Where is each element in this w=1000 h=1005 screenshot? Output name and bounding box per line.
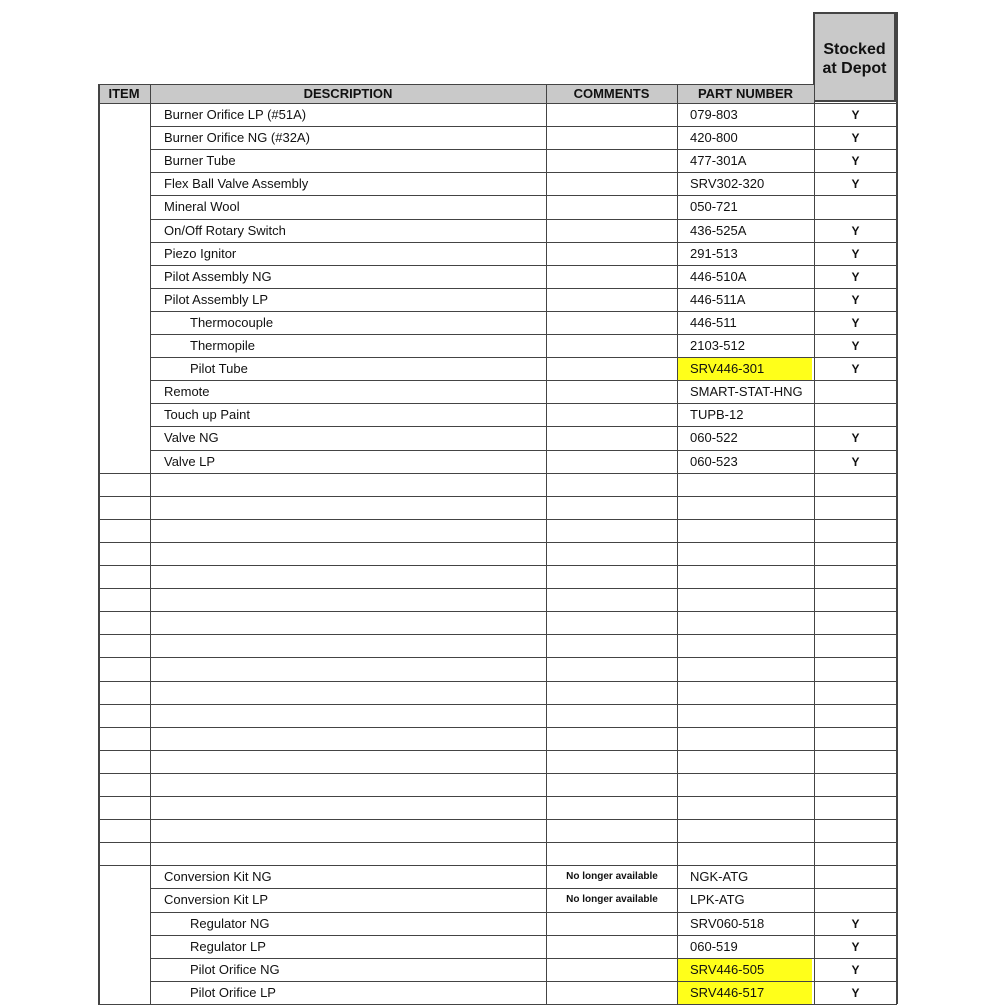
row-divider: [98, 519, 896, 520]
row-description: On/Off Rotary Switch: [164, 223, 286, 238]
row-description: Burner Orifice NG (#32A): [164, 130, 310, 145]
comments-column-header: COMMENTS: [546, 84, 677, 103]
row-comment: [547, 150, 677, 172]
row-comment: [547, 982, 677, 1004]
row-comment: [547, 404, 677, 426]
row-stocked-flag: Y: [851, 362, 860, 376]
row-part-number: TUPB-12: [690, 407, 744, 422]
row-comment: [547, 104, 677, 126]
row-divider: [98, 611, 896, 612]
row-comment: [547, 936, 677, 958]
row-comment: [547, 381, 677, 403]
row-stocked-flag: [815, 404, 896, 426]
row-divider: [98, 819, 896, 820]
row-stocked-flag: Y: [851, 293, 860, 307]
row-stocked-flag: Y: [851, 270, 860, 284]
row-part-number: 446-511A: [690, 292, 746, 307]
row-stocked-flag: Y: [851, 986, 860, 1000]
row-comment: [547, 173, 677, 195]
row-stocked-flag: Y: [851, 940, 860, 954]
part-number-column-header: PART NUMBER: [677, 84, 814, 103]
row-comment: [547, 312, 677, 334]
row-part-number: LPK-ATG: [690, 892, 745, 907]
row-description: Regulator LP: [190, 939, 266, 954]
row-part-number: SRV446-505: [678, 959, 812, 981]
row-comment: [547, 959, 677, 981]
description-column-header: DESCRIPTION: [150, 84, 546, 103]
row-divider: [98, 704, 896, 705]
row-comment: [547, 358, 677, 380]
row-comment: [547, 196, 677, 218]
row-comment: [547, 266, 677, 288]
row-description: Touch up Paint: [164, 407, 251, 422]
stocked-at-depot-header: [813, 12, 896, 102]
row-divider: [98, 473, 896, 474]
row-stocked-flag: [815, 381, 896, 403]
row-part-number: 291-513: [690, 246, 738, 261]
row-stocked-flag: Y: [851, 108, 860, 122]
row-part-number: 477-301A: [690, 153, 747, 168]
row-stocked-flag: Y: [851, 177, 860, 191]
row-part-number: 420-800: [690, 130, 738, 145]
row-part-number: 446-510A: [690, 269, 747, 284]
row-comment: [547, 289, 677, 311]
row-part-number: 060-522: [690, 430, 738, 445]
row-stocked-flag: Y: [851, 131, 860, 145]
stocked-header-line1: Stocked: [823, 41, 886, 58]
row-divider: [98, 796, 896, 797]
row-divider: [98, 842, 896, 843]
row-description: Thermocouple: [190, 315, 274, 330]
row-comment: [547, 427, 677, 449]
row-description: Conversion Kit LP: [164, 892, 269, 907]
row-part-number: SRV446-517: [678, 982, 812, 1004]
row-part-number: 2103-512: [690, 338, 745, 353]
row-divider: [98, 773, 896, 774]
row-part-number: 436-525A: [690, 223, 747, 238]
row-stocked-flag: Y: [851, 963, 860, 977]
row-stocked-flag: Y: [851, 316, 860, 330]
row-description: Pilot Assembly NG: [164, 269, 272, 284]
row-divider: [98, 496, 896, 497]
row-comment: [547, 913, 677, 935]
row-description: Conversion Kit NG: [164, 869, 272, 884]
row-part-number: SRV302-320: [690, 176, 765, 191]
row-stocked-flag: Y: [851, 224, 860, 238]
row-description: Mineral Wool: [164, 199, 240, 214]
row-divider: [98, 657, 896, 658]
row-stocked-flag: Y: [851, 154, 860, 168]
item-column-header: ITEM: [98, 84, 150, 103]
row-stocked-flag: [815, 889, 896, 911]
row-comment: [547, 127, 677, 149]
row-description: Piezo Ignitor: [164, 246, 237, 261]
row-part-number: 079-803: [690, 107, 738, 122]
row-divider: [98, 681, 896, 682]
row-description: Burner Orifice LP (#51A): [164, 107, 307, 122]
row-stocked-flag: Y: [851, 455, 860, 469]
row-part-number: 060-523: [690, 454, 738, 469]
row-stocked-flag: [815, 196, 896, 218]
row-part-number: SRV060-518: [690, 916, 765, 931]
row-part-number: SMART-STAT-HNG: [690, 384, 803, 399]
row-comment: [547, 335, 677, 357]
row-description: Valve NG: [164, 430, 219, 445]
row-description: Flex Ball Valve Assembly: [164, 176, 309, 191]
row-comment: No longer available: [566, 894, 658, 905]
row-divider: [98, 565, 896, 566]
row-stocked-flag: Y: [851, 917, 860, 931]
row-stocked-flag: Y: [851, 339, 860, 353]
row-part-number: 060-519: [690, 939, 738, 954]
table-top-border: [98, 84, 814, 85]
row-description: Valve LP: [164, 454, 216, 469]
stocked-header-line2: at Depot: [822, 60, 887, 77]
row-comment: No longer available: [566, 871, 658, 882]
row-part-number: SRV446-301: [678, 358, 812, 380]
row-stocked-flag: Y: [851, 431, 860, 445]
row-description: Regulator NG: [190, 916, 270, 931]
row-comment: [547, 220, 677, 242]
row-description: Burner Tube: [164, 153, 236, 168]
row-divider: [98, 588, 896, 589]
row-part-number: 050-721: [690, 199, 738, 214]
row-comment: [547, 243, 677, 265]
row-description: Remote: [164, 384, 210, 399]
row-divider: [98, 634, 896, 635]
row-divider: [98, 750, 896, 751]
row-description: Thermopile: [190, 338, 256, 353]
row-stocked-flag: [815, 866, 896, 888]
row-divider: [98, 542, 896, 543]
row-description: Pilot Orifice NG: [190, 962, 280, 977]
row-part-number: NGK-ATG: [690, 869, 749, 884]
row-description: Pilot Orifice LP: [190, 985, 276, 1000]
row-description: Pilot Assembly LP: [164, 292, 269, 307]
row-comment: [547, 451, 677, 473]
row-part-number: 446-511: [690, 315, 737, 330]
row-divider: [98, 727, 896, 728]
row-stocked-flag: Y: [851, 247, 860, 261]
row-description: Pilot Tube: [190, 361, 248, 376]
table-right-border: [896, 12, 898, 1004]
